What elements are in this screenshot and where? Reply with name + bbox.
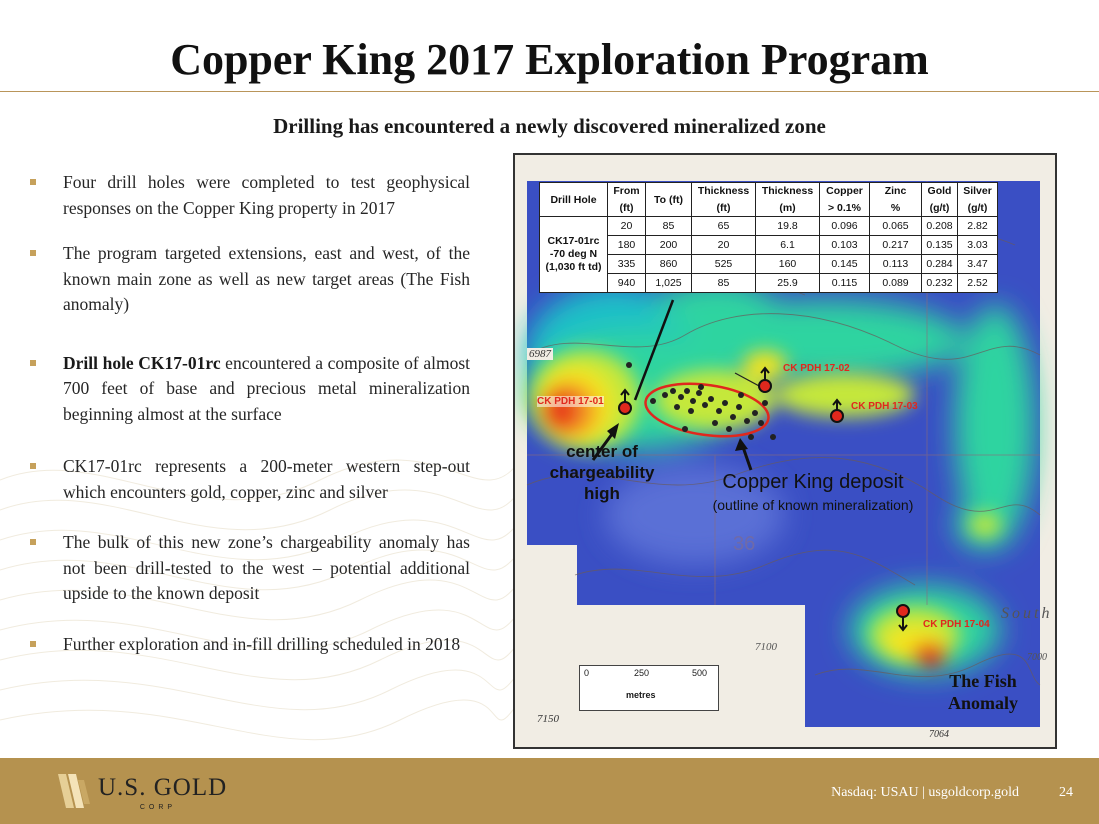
table-cell: 0.103: [820, 236, 870, 255]
scale-tick-250: 250: [634, 668, 650, 678]
table-cell: 0.113: [870, 255, 922, 274]
bullet-list: [30, 170, 470, 657]
scale-unit: metres: [626, 690, 656, 700]
table-cell: 0.284: [922, 255, 958, 274]
fish-line-2: Anomaly: [947, 693, 1018, 713]
table-cell: 0.217: [870, 236, 922, 255]
bullet-marker: [30, 539, 36, 545]
contour-label-6987: 6987: [529, 348, 551, 360]
hole-angle: -70 deg N: [549, 248, 598, 260]
page-title: Copper King 2017 Exploration Program: [170, 35, 929, 84]
scale-bar: [579, 665, 719, 711]
table-cell: 6.1: [756, 236, 820, 255]
bullet-item: [30, 170, 470, 221]
deposit-label: Copper King deposit: [722, 471, 904, 493]
header-cell: To (ft): [646, 183, 692, 217]
page-subtitle: Drilling has encountered a newly discovered mineralized zone: [273, 114, 826, 138]
table-row: [540, 236, 998, 255]
contour-label-7064: 7064: [929, 729, 949, 740]
gold-bars-icon: [54, 770, 92, 810]
table-cell: 200: [646, 236, 692, 255]
fish-line-1: The Fish: [949, 671, 1017, 691]
drill-hole-label-pdh2: CK PDH 17-02: [783, 363, 850, 374]
header-cell: (g/t): [922, 200, 958, 217]
table-cell: 19.8: [756, 217, 820, 236]
table-cell: 25.9: [756, 274, 820, 293]
table-cell: 3.47: [958, 255, 998, 274]
header-cell: Thickness: [692, 183, 756, 200]
table-row: [540, 255, 998, 274]
table-cell: 1,025: [646, 274, 692, 293]
bullet-item: [30, 351, 470, 428]
table-cell: 3.03: [958, 236, 998, 255]
bullet-text: Further exploration and in-fill drilling scheduled in 2018: [63, 633, 461, 654]
hole-id: CK17-01rc: [547, 235, 600, 247]
bullet-text: The bulk of this new zone’s chargeability anomaly has not been drill-tested to the west – potential additional upside to the known deposit: [63, 532, 470, 603]
contour-label-7100: 7100: [755, 641, 777, 653]
header-cell: Drill Hole: [540, 183, 608, 217]
header-cell: Copper: [820, 183, 870, 200]
company-logo-text: U.S. GOLD: [98, 774, 228, 801]
header-cell: (g/t): [958, 200, 998, 217]
center-line-2: chargeability: [549, 463, 655, 482]
table-cell: 85: [692, 274, 756, 293]
bullet-item: [30, 530, 470, 607]
bullet-marker: [30, 641, 36, 647]
bullet-item: [30, 454, 470, 505]
table-header-row: [540, 183, 998, 200]
table-cell: 0.096: [820, 217, 870, 236]
table-cell: 0.115: [820, 274, 870, 293]
header-cell: From: [608, 183, 646, 200]
table-cell: 525: [692, 255, 756, 274]
footer-info: Nasdaq: USAU | usgoldcorp.gold: [831, 785, 1019, 800]
header-cell: Gold: [922, 183, 958, 200]
drill-results-table: [539, 182, 998, 293]
fish-anomaly-label: [933, 670, 1033, 714]
drill-hole-cell: [540, 217, 608, 293]
center-line-1: center of: [566, 442, 638, 461]
table-cell: 335: [608, 255, 646, 274]
table-row: [540, 217, 998, 236]
table-cell: 0.089: [870, 274, 922, 293]
table-cell: 65: [692, 217, 756, 236]
bullet-marker: [30, 250, 36, 256]
table-cell: 20: [692, 236, 756, 255]
header-cell: (m): [756, 200, 820, 217]
table-cell: 180: [608, 236, 646, 255]
footer-bar: [0, 758, 1099, 824]
hole-depth: (1,030 ft td): [545, 261, 602, 273]
contour-label-7000: 7000: [1027, 652, 1047, 663]
drill-hole-label-pdh1: CK PDH 17-01: [537, 396, 604, 407]
table-row: [540, 274, 998, 293]
header-cell: Thickness: [756, 183, 820, 200]
scale-tick-500: 500: [692, 668, 708, 678]
company-logo-subtext: CORP: [139, 804, 177, 811]
bullet-item: [30, 632, 470, 658]
table-cell: 940: [608, 274, 646, 293]
bullet-text: Four drill holes were completed to test geophysical responses on the Copper King property in 2017: [63, 172, 470, 218]
deposit-sublabel: (outline of known mineralization): [712, 497, 914, 513]
header-cell: (ft): [692, 200, 756, 217]
table-cell: 0.145: [820, 255, 870, 274]
table-cell: 160: [756, 255, 820, 274]
table-cell: 0.065: [870, 217, 922, 236]
header-cell: Zinc: [870, 183, 922, 200]
bullet-text: The program targeted extensions, east and west, of the known main zone as well as new target areas (The Fish anomaly): [63, 243, 470, 314]
scale-tick-0: 0: [584, 668, 590, 678]
title-divider: [0, 91, 1099, 92]
table-header-row: [540, 200, 998, 217]
page-number: 24: [1059, 785, 1073, 800]
table-cell: 85: [646, 217, 692, 236]
bullet-marker: [30, 360, 36, 366]
bullet-marker: [30, 463, 36, 469]
section-number: 36: [733, 533, 756, 555]
bullet-marker: [30, 179, 36, 185]
bullet-text: CK17-01rc represents a 200-meter western step-out which encounters gold, copper, zinc and silver: [63, 456, 470, 502]
header-cell: (ft): [608, 200, 646, 217]
table-cell: 0.135: [922, 236, 958, 255]
header-cell: Silver: [958, 183, 998, 200]
center-line-3: high: [584, 484, 620, 503]
south-label: South: [1001, 605, 1053, 622]
chargeability-high-label: [543, 441, 661, 504]
table-cell: 860: [646, 255, 692, 274]
table-cell: 2.52: [958, 274, 998, 293]
bullet-text: encountered a composite of almost 700 feet of base and precious metal mineralization beginning almost at the surface: [63, 352, 471, 424]
bullet-bold-text: Drill hole CK17-01rc: [63, 352, 221, 373]
table-cell: 2.82: [958, 217, 998, 236]
table-cell: 0.232: [922, 274, 958, 293]
table-cell: 0.208: [922, 217, 958, 236]
contour-label-7150: 7150: [537, 713, 559, 725]
header-cell: %: [870, 200, 922, 217]
bullet-item: [30, 241, 470, 318]
chargeability-map: [513, 153, 1057, 749]
header-cell: > 0.1%: [820, 200, 870, 217]
table-cell: 20: [608, 217, 646, 236]
drill-hole-label-pdh3: CK PDH 17-03: [851, 401, 918, 412]
drill-hole-label-pdh4: CK PDH 17-04: [923, 619, 990, 630]
